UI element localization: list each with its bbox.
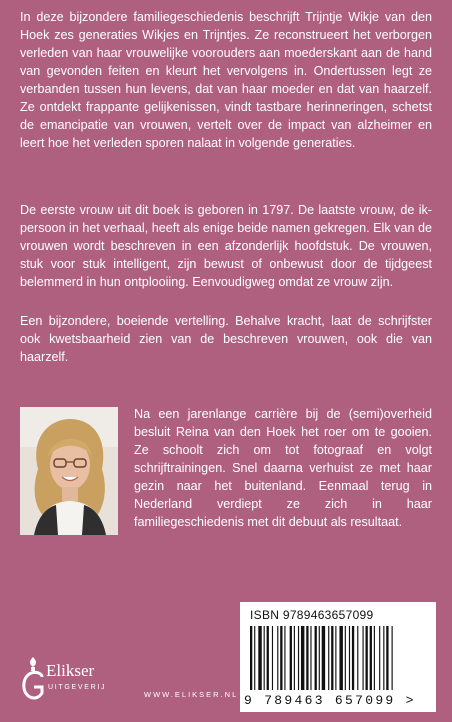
publisher-website: WWW.ELIKSER.NL <box>144 690 239 699</box>
barcode-digits: 9 789463 657099 > <box>244 693 416 708</box>
publisher-tagline: UITGEVERIJ <box>48 684 107 691</box>
isbn-label: ISBN 9789463657099 <box>250 608 374 622</box>
blurb-paragraph-1: In deze bijzondere familiegeschiedenis beschrijft Trijntje Wikje van den Hoek zes generaties Wikjes en Trijntjes. Ze reconstrueert het verborgen verleden van haar vrouwelijke voorouders aan moederskant aan de hand van gevonden feiten en kleurt het vervolgens in. Ondertussen legt ze verbanden tussen hun levens, dat van haar moeder en dat van haarzelf. Ze ontdekt frappante gelijkenissen, vindt tastbare herinneringen, schetst de emancipatie van vrouwen, vertelt over de impact van alzheimer en leert hoe het verleden sporen nalaat in volgende generaties. <box>20 10 432 150</box>
blurb-paragraph-3: Een bijzondere, boeiende vertelling. Behalve kracht, laat de schrijfster ook kwetsbaarheid zien van de beschreven vrouwen, ook die van haarzelf. <box>20 314 432 364</box>
author-bio: Na een jarenlange carrière bij de (semi)overheid besluit Reina van den Hoek het roer om te gooien. Ze schoolt zich om tot fotograaf en volgt schrijftrainingen. Snel daarna verhuist ze met haar gezin naar het buitenland. Eenmaal terug in Nederland verdiept ze zich in haar familiegeschiedenis met dit debuut als resultaat. <box>134 407 432 529</box>
publisher-name: Elikser <box>46 661 95 680</box>
publisher-emblem-icon <box>20 655 46 705</box>
barcode-image <box>248 626 428 692</box>
blurb-paragraph-2: De eerste vrouw uit dit boek is geboren in 1797. De laatste vrouw, de ik-persoon in het verhaal, heeft als enige beide namen gekregen. Elk van de vrouwen wordt beschreven in een afzonderlijk hoofdstuk. De vrouwen, stuk voor stuk intelligent, zijn bewust of onbewust door de tijdgeest belemmerd in hun ontplooiing. Eenvoudigweg omdat ze vrouw zijn. <box>20 203 432 289</box>
publisher-logo <box>20 655 110 707</box>
author-photo <box>20 407 118 535</box>
isbn-barcode-box <box>240 602 436 712</box>
